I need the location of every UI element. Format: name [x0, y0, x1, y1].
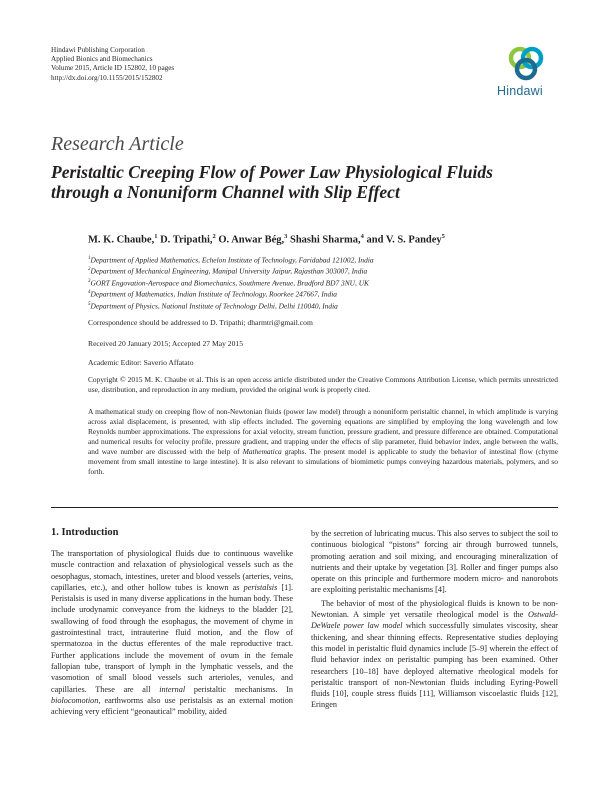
author-sup: 3 — [284, 233, 288, 240]
journal-name: Applied Bionics and Biomechanics — [51, 55, 153, 64]
author-sup: 2 — [212, 233, 216, 240]
paragraph: The behavior of most of the physiological fluids is known to be non-Newtonian. A simple yet versatile rheological model is the Ostwald-DeWaele power law model which successfully simulates viscosity, shear thickening, and shear thinning effects. Representative studies deploying this model in peristaltic fluid dynamics include [5–9] wherein the effect of fluid behavior index on peristaltic pumping has been examined. Other researchers [10–18] have deployed alternative rheological models for peristaltic transport of non-Newtonian fluids including Eyring-Powell fluids [10], couple stress fluids [11], Williamson viscoelastic fluids [12], Eringen — [311, 598, 558, 710]
author-sup: 1 — [154, 233, 158, 240]
copyright-notice: Copyright © 2015 M. K. Chaube et al. This is an open access article distributed under the Creative Commons Attribution License, which permits unrestricted use, distribution, and reproduction in any medium, provided the original work is properly cited. — [88, 375, 558, 394]
paragraph: by the secretion of lubricating mucus. This also serves to subject the soil to continuous biological “pistons” forcing air through burrowed tunnels, promoting aeration and soil mixing, and encouraging mineralization of nutrients and their uptake by vegetation [3]. Roller and finger pumps also operate on this principle and furthermore modern micro- and nanorobots are exploiting peristaltic mechanisms [4]. — [311, 529, 558, 595]
correspondence-note: Correspondence should be addressed to D. Tripathi; dharmtri@gmail.com — [88, 318, 313, 327]
affiliation: $^2$Department of Mechanical Engineering, Manipal University Jaipur, Rajasthan 303007, India — [88, 266, 368, 276]
abstract: A mathematical study on creeping flow of non-Newtonian fluids (power law model) through a nonuniform peristaltic channel, in which amplitude is varying across axial displacement, is presented, with slip effects included. The governing equations are simplified by employing the long wavelength and low Reynolds number approximations. The expressions for axial velocity, stream function, pressure gradient, and pressure difference are obtained. Computational and numerical results for velocity profile, pressure gradient, and trapping under the effects of slip parameter, fluid behavior index, angle between the walls, and wave number are discussed with the help of Mathematica graphs. The present model is applicable to study the behavior of intestinal flow (chyme movement from small intestine to large intestine). It is also relevant to simulations of biomimetic pumps conveying hazardous materials, polymers, and so forth. — [88, 407, 558, 476]
doi-link[interactable]: http://dx.doi.org/10.1155/2015/152802 — [51, 73, 163, 82]
affiliation-list — [88, 254, 374, 311]
article-title — [51, 162, 571, 202]
publication-header — [51, 46, 174, 83]
affiliation: $^5$Department of Physics, National Institute of Technology Delhi, Delhi 110040, India — [88, 301, 338, 311]
affiliation: $^1$Department of Applied Mathematics, Echelon Institute of Technology, Faridabad 121002, India — [88, 255, 374, 265]
publisher-name: Hindawi Publishing Corporation — [51, 46, 145, 54]
received-accepted-dates: Received 20 January 2015; Accepted 27 May 2015 — [88, 339, 243, 348]
logo-wordmark: Hindawi — [497, 84, 543, 98]
section-divider — [51, 507, 558, 508]
title-line-1: Peristaltic Creeping Flow of Power Law Physiological Fluids — [51, 162, 493, 182]
affiliation: $^3$GORT Engovation-Aerospace and Biomechanics, Southmere Avenue, Bradford BD7 3NU, UK — [88, 278, 369, 288]
body-column-right — [311, 528, 558, 711]
hindawi-logo-icon — [503, 44, 549, 84]
hindawi-logo — [497, 44, 557, 98]
author: Shashi Sharma, — [290, 234, 361, 246]
volume-info: Volume 2015, Article ID 152802, 10 pages — [51, 64, 175, 73]
author: M. K. Chaube, — [88, 234, 155, 246]
academic-editor: Academic Editor: Saverio Affatato — [88, 358, 194, 367]
author-sup: 4 — [360, 233, 364, 240]
author-list — [88, 233, 445, 246]
paragraph: The transportation of physiological fluids due to continuous wavelike muscle contraction and relaxation of physiological vessels such as the oesophagus, stomach, intestines, ureter and blood vessels (arteries, veins, capillaries, etc.), and other hollow tubes is known as peristalsis [1]. Peristalsis is used in many diverse applications in the human body. These include urodynamic conveyance from the kidneys to the bladder [2], swallowing of food through the esophagus, the movement of chyme in gastrointestinal tract, intrauterine fluid motion, and the flow of spermatozoa in the ductus efferentes of the male reproductive tract. Further applications include the movement of ovum in the female fallopian tube, transport of lymph in the lymphatic vessels, and the vasomotion of small blood vessels such arterioles, venules, and capillaries. These are all internal peristaltic mechanisms. In biolocomotion, earthworms also use peristalsis as an external motion achieving very efficient “geonautical” mobility, aided — [51, 549, 294, 717]
author-sup: 5 — [441, 233, 445, 240]
author: and V. S. Pandey — [366, 234, 442, 246]
author: O. Anwar Bég, — [218, 234, 285, 246]
section-heading-introduction: 1. Introduction — [51, 527, 119, 538]
title-line-2: through a Nonuniform Channel with Slip Effect — [51, 182, 400, 202]
article-type: Research Article — [51, 133, 184, 155]
affiliation: $^4$Department of Mathematics, Indian Institute of Technology, Roorkee 247667, India — [88, 289, 337, 299]
body-column-left — [51, 548, 293, 717]
author: D. Tripathi, — [160, 234, 213, 246]
